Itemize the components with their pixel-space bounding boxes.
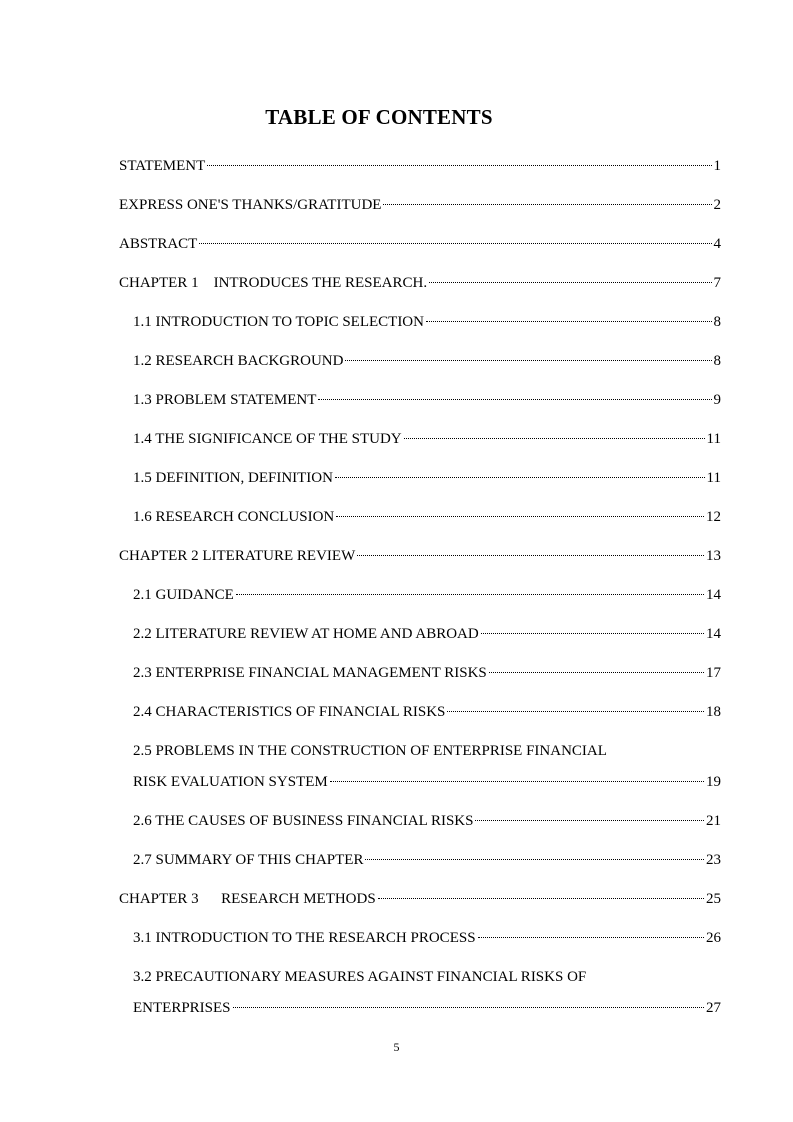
dot-leader bbox=[336, 516, 704, 517]
toc-entry-page: 13 bbox=[706, 548, 721, 564]
toc-entry-label-line1: 2.5 PROBLEMS IN THE CONSTRUCTION OF ENTERPRISE FINANCIAL bbox=[133, 743, 607, 759]
toc-entry-label: 2.2 LITERATURE REVIEW AT HOME AND ABROAD bbox=[133, 626, 479, 642]
toc-entry-page: 26 bbox=[706, 930, 721, 946]
toc-title: TABLE OF CONTENTS bbox=[265, 105, 493, 129]
toc-entry[interactable] bbox=[119, 662, 721, 684]
toc-entry-label: 2.4 CHARACTERISTICS OF FINANCIAL RISKS bbox=[133, 704, 446, 720]
dot-leader bbox=[378, 898, 704, 899]
toc-entry-label: 2.1 GUIDANCE bbox=[133, 587, 234, 603]
toc-entry-label: 1.6 RESEARCH CONCLUSION bbox=[133, 509, 335, 525]
toc-entry-label: CHAPTER 2 LITERATURE REVIEW bbox=[119, 548, 356, 564]
toc-entry-page: 21 bbox=[706, 813, 721, 829]
toc-entry-page: 1 bbox=[713, 158, 721, 174]
toc-entry[interactable] bbox=[119, 623, 721, 645]
toc-entry-label: EXPRESS ONE'S THANKS/GRATITUDE bbox=[119, 197, 382, 213]
toc-entry-page: 27 bbox=[706, 1000, 721, 1016]
toc-entry[interactable] bbox=[119, 155, 721, 177]
toc-entry-label: 1.4 THE SIGNIFICANCE OF THE STUDY bbox=[133, 431, 402, 447]
dot-leader bbox=[489, 672, 704, 673]
toc-entry-chapter-3[interactable] bbox=[119, 888, 721, 910]
dot-leader bbox=[475, 820, 704, 821]
toc-entry-label: 1.1 INTRODUCTION TO TOPIC SELECTION bbox=[133, 314, 424, 330]
dot-leader bbox=[383, 204, 711, 205]
toc-entry-label: 2.3 ENTERPRISE FINANCIAL MANAGEMENT RISKS bbox=[133, 665, 487, 681]
toc-entry[interactable] bbox=[119, 194, 721, 216]
toc-entry[interactable] bbox=[119, 311, 721, 333]
dot-leader bbox=[481, 633, 704, 634]
dot-leader bbox=[447, 711, 704, 712]
toc-entry-page: 8 bbox=[713, 314, 721, 330]
toc-entry[interactable] bbox=[119, 849, 721, 871]
toc-entry-label: CHAPTER 3 RESEARCH METHODS bbox=[119, 891, 376, 907]
toc-entry-label-line2: ENTERPRISES bbox=[133, 1000, 231, 1016]
toc-entry-page: 4 bbox=[713, 236, 721, 252]
toc-entry-page: 9 bbox=[713, 392, 721, 408]
toc-entry-label: 3.1 INTRODUCTION TO THE RESEARCH PROCESS bbox=[133, 930, 476, 946]
toc-entry-page: 23 bbox=[706, 852, 721, 868]
toc-entry-page: 11 bbox=[706, 470, 721, 486]
toc-entry-label: STATEMENT bbox=[119, 158, 206, 174]
toc-entry[interactable] bbox=[119, 233, 721, 255]
dot-leader bbox=[199, 243, 711, 244]
toc-entry-label: 1.2 RESEARCH BACKGROUND bbox=[133, 353, 344, 369]
toc-entry-page: 12 bbox=[706, 509, 721, 525]
toc-entry-page: 2 bbox=[713, 197, 721, 213]
dot-leader bbox=[207, 165, 711, 166]
toc-entry-page: 14 bbox=[706, 587, 721, 603]
toc-entry[interactable] bbox=[119, 389, 721, 411]
toc-entry-page: 25 bbox=[706, 891, 721, 907]
toc-entry-page: 14 bbox=[706, 626, 721, 642]
toc-entry-page: 8 bbox=[713, 353, 721, 369]
dot-leader bbox=[365, 859, 704, 860]
toc-entry[interactable] bbox=[119, 740, 721, 793]
toc-entry[interactable] bbox=[119, 584, 721, 606]
dot-leader bbox=[330, 781, 704, 782]
dot-leader bbox=[233, 1007, 704, 1008]
toc-entry-label: CHAPTER 1 INTRODUCES THE RESEARCH. bbox=[119, 275, 428, 291]
toc-entry[interactable] bbox=[119, 350, 721, 372]
toc-entry-label: 1.5 DEFINITION, DEFINITION bbox=[133, 470, 333, 486]
toc-entry-label-line2: RISK EVALUATION SYSTEM bbox=[133, 774, 328, 790]
toc-entry-label: ABSTRACT bbox=[119, 236, 198, 252]
toc-entry-chapter-2[interactable] bbox=[119, 545, 721, 567]
dot-leader bbox=[404, 438, 705, 439]
toc-entry-chapter-1[interactable] bbox=[119, 272, 721, 294]
toc-entry[interactable] bbox=[119, 701, 721, 723]
toc-entry-page: 18 bbox=[706, 704, 721, 720]
dot-leader bbox=[478, 937, 704, 938]
toc-entry-page: 7 bbox=[713, 275, 721, 291]
toc-entry-page: 19 bbox=[706, 774, 721, 790]
toc-list bbox=[119, 155, 721, 1036]
toc-entry[interactable] bbox=[119, 467, 721, 489]
toc-entry[interactable] bbox=[119, 966, 721, 1019]
dot-leader bbox=[429, 282, 711, 283]
toc-entry-label: 2.6 THE CAUSES OF BUSINESS FINANCIAL RISKS bbox=[133, 813, 474, 829]
toc-entry-page: 11 bbox=[706, 431, 721, 447]
page-number: 5 bbox=[393, 1040, 400, 1054]
dot-leader bbox=[318, 399, 711, 400]
dot-leader bbox=[345, 360, 711, 361]
toc-entry[interactable] bbox=[119, 810, 721, 832]
toc-entry-label-line1: 3.2 PRECAUTIONARY MEASURES AGAINST FINANCIAL RISKS OF bbox=[133, 969, 587, 985]
toc-entry-label: 2.7 SUMMARY OF THIS CHAPTER bbox=[133, 852, 364, 868]
toc-entry[interactable] bbox=[119, 927, 721, 949]
dot-leader bbox=[426, 321, 712, 322]
dot-leader bbox=[236, 594, 704, 595]
dot-leader bbox=[335, 477, 705, 478]
toc-entry[interactable] bbox=[119, 428, 721, 450]
toc-entry-page: 17 bbox=[706, 665, 721, 681]
dot-leader bbox=[357, 555, 704, 556]
toc-entry[interactable] bbox=[119, 506, 721, 528]
toc-entry-label: 1.3 PROBLEM STATEMENT bbox=[133, 392, 317, 408]
